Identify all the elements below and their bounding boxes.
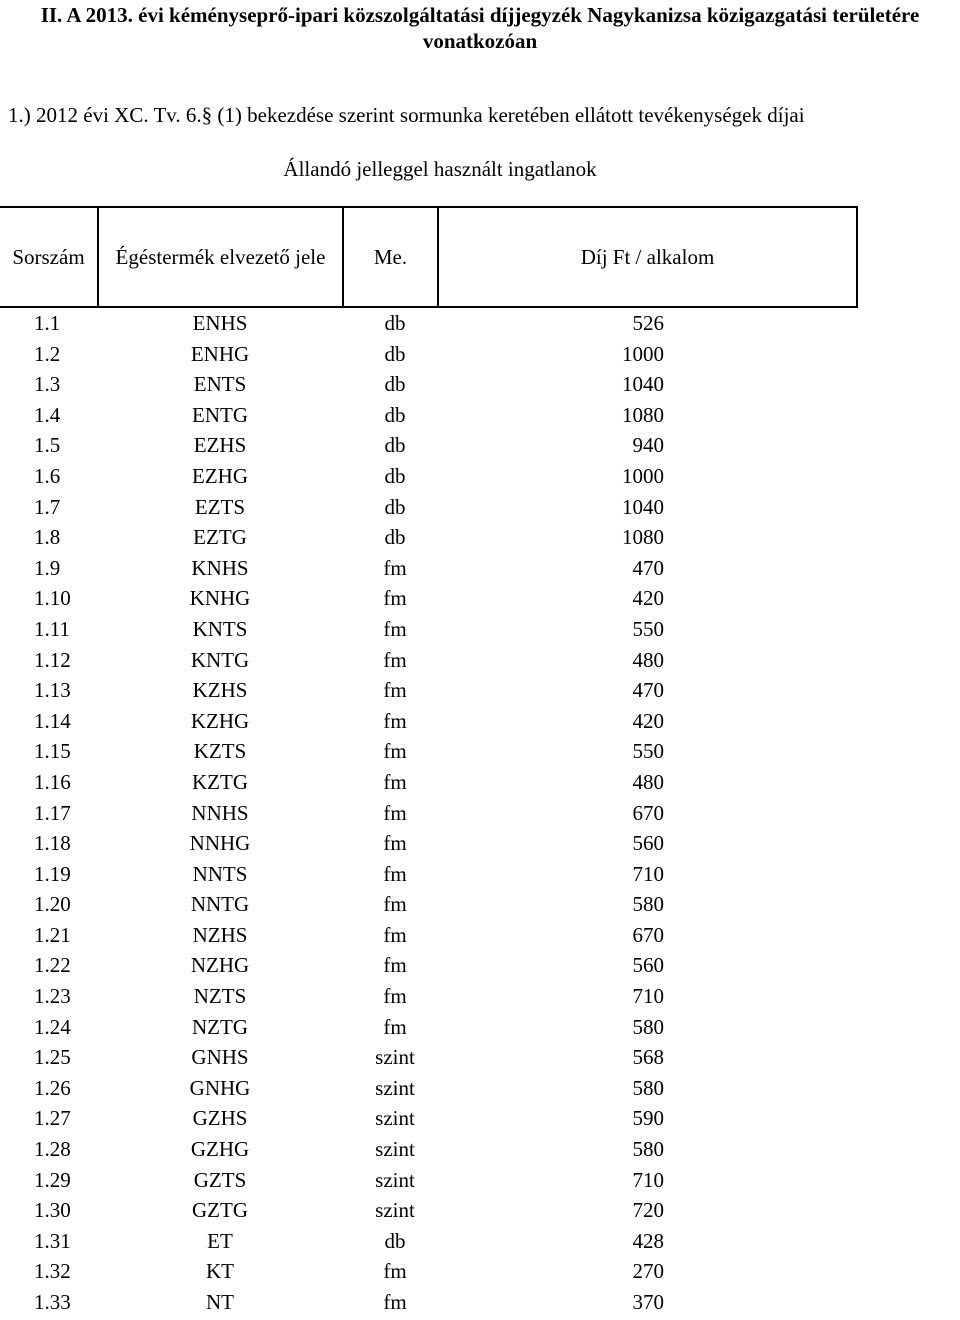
row-code: KNHG (189, 586, 251, 611)
row-number: 1.10 (34, 586, 71, 611)
table-row (0, 553, 960, 584)
row-number: 1.12 (34, 647, 71, 672)
row-code: NT (206, 1290, 234, 1314)
table-body (0, 308, 960, 1318)
row-price: 710 (632, 984, 664, 1009)
row-number: 1.4 (34, 402, 61, 427)
row-number: 1.33 (34, 1290, 71, 1314)
table-row (0, 614, 960, 645)
table-row (0, 583, 960, 614)
row-price: 480 (632, 769, 664, 794)
row-price: 670 (632, 800, 664, 825)
row-price: 1000 (622, 463, 664, 488)
row-price: 580 (632, 892, 664, 917)
row-number: 1.3 (34, 372, 61, 397)
row-number: 1.8 (34, 525, 61, 550)
row-price: 580 (632, 1014, 664, 1039)
row-code: GNHG (189, 1075, 251, 1100)
row-price: 560 (632, 953, 664, 978)
table-row (0, 645, 960, 676)
table-row (0, 1226, 960, 1257)
row-number: 1.13 (34, 678, 71, 703)
row-price: 270 (632, 1259, 664, 1284)
row-number: 1.23 (34, 984, 71, 1009)
table-row (0, 339, 960, 370)
row-price: 568 (632, 1045, 664, 1070)
row-code: EZHG (192, 463, 248, 488)
row-price: 550 (632, 739, 664, 764)
table-row (0, 675, 960, 706)
row-number: 1.22 (34, 953, 71, 978)
row-price: 670 (632, 922, 664, 947)
row-number: 1.25 (34, 1045, 71, 1070)
row-unit: szint (375, 1167, 415, 1192)
table-row (0, 1042, 960, 1073)
row-code: NZHS (192, 922, 248, 947)
row-price: 480 (632, 647, 664, 672)
table-row (0, 430, 960, 461)
document-title: II. A 2013. évi kéményseprő-ipari közszolgáltatási díjjegyzék Nagykanizsa közigazgatási területére vonatkozóan (40, 3, 920, 53)
table-header (0, 206, 858, 308)
row-unit: fm (383, 831, 407, 856)
table-row (0, 889, 960, 920)
row-unit: fm (383, 1014, 407, 1039)
table-row (0, 1012, 960, 1043)
row-price: 370 (632, 1290, 664, 1314)
row-unit: fm (383, 678, 407, 703)
table-row (0, 1103, 960, 1134)
row-price: 560 (632, 831, 664, 856)
table-row (0, 522, 960, 553)
table-row (0, 1165, 960, 1196)
table-row (0, 981, 960, 1012)
row-number: 1.6 (34, 463, 61, 488)
row-code: ENHG (190, 341, 250, 366)
table-row (0, 1073, 960, 1104)
row-unit: db (384, 463, 406, 488)
row-code: NNTG (190, 892, 250, 917)
row-code: ENHS (192, 311, 248, 335)
row-price: 470 (632, 678, 664, 703)
row-unit: db (384, 494, 406, 519)
table-row (0, 492, 960, 523)
table-row (0, 400, 960, 431)
table-row (0, 950, 960, 981)
row-number: 1.11 (34, 616, 70, 641)
row-price: 526 (632, 311, 664, 335)
row-code: EZHS (193, 433, 247, 458)
row-code: ET (207, 1228, 233, 1253)
row-price: 1040 (622, 372, 664, 397)
row-unit: fm (383, 1290, 407, 1314)
header-unit: Me. (342, 208, 437, 306)
row-code: NNHG (189, 831, 251, 856)
row-unit: db (384, 311, 406, 335)
row-number: 1.30 (34, 1198, 71, 1223)
row-code: KZHG (190, 708, 250, 733)
row-number: 1.7 (34, 494, 61, 519)
row-number: 1.9 (34, 555, 61, 580)
row-unit: fm (383, 647, 407, 672)
row-number: 1.15 (34, 739, 71, 764)
row-code: ENTS (193, 372, 247, 397)
table-row (0, 767, 960, 798)
row-unit: db (384, 341, 406, 366)
row-unit: db (384, 402, 406, 427)
table-row (0, 1134, 960, 1165)
row-number: 1.1 (34, 311, 61, 335)
table-row (0, 798, 960, 829)
row-unit: db (384, 1228, 406, 1253)
row-price: 428 (632, 1228, 664, 1253)
row-unit: fm (383, 586, 407, 611)
row-number: 1.16 (34, 769, 71, 794)
row-unit: fm (383, 922, 407, 947)
row-price: 710 (632, 861, 664, 886)
row-price: 420 (632, 586, 664, 611)
table-row (0, 461, 960, 492)
row-code: NNTS (192, 861, 248, 886)
row-unit: szint (375, 1106, 415, 1131)
row-unit: db (384, 433, 406, 458)
table-row (0, 828, 960, 859)
row-code: EZTS (194, 494, 246, 519)
row-code: NZTS (193, 984, 247, 1009)
row-price: 550 (632, 616, 664, 641)
row-price: 1000 (622, 341, 664, 366)
row-number: 1.18 (34, 831, 71, 856)
row-price: 580 (632, 1075, 664, 1100)
row-price: 470 (632, 555, 664, 580)
row-number: 1.2 (34, 341, 61, 366)
row-number: 1.14 (34, 708, 71, 733)
header-number: Sorszám (12, 245, 85, 269)
row-number: 1.20 (34, 892, 71, 917)
header-code: Égéstermék elvezető jele (97, 208, 342, 306)
row-unit: fm (383, 555, 407, 580)
row-code: KNTS (192, 616, 248, 641)
row-code: GZHS (192, 1106, 248, 1131)
row-number: 1.5 (34, 433, 61, 458)
table-row (0, 736, 960, 767)
table-row (0, 859, 960, 890)
row-unit: fm (383, 1259, 407, 1284)
table-row (0, 706, 960, 737)
table-row (0, 1195, 960, 1226)
row-unit: fm (383, 739, 407, 764)
row-number: 1.31 (34, 1228, 71, 1253)
row-price: 1080 (622, 402, 664, 427)
row-unit: fm (383, 769, 407, 794)
table-row (0, 308, 960, 339)
row-unit: fm (383, 892, 407, 917)
row-price: 580 (632, 1137, 664, 1162)
row-price: 1040 (622, 494, 664, 519)
table-row (0, 1256, 960, 1287)
row-unit: szint (375, 1137, 415, 1162)
table-row (0, 920, 960, 951)
row-price: 1080 (622, 525, 664, 550)
row-code: KNTG (190, 647, 250, 672)
row-number: 1.32 (34, 1259, 71, 1284)
row-code: GZTS (193, 1167, 247, 1192)
row-price: 590 (632, 1106, 664, 1131)
row-code: KNHS (191, 555, 249, 580)
row-number: 1.19 (34, 861, 71, 886)
row-unit: fm (383, 953, 407, 978)
row-number: 1.17 (34, 800, 71, 825)
row-unit: fm (383, 616, 407, 641)
row-price: 940 (632, 433, 664, 458)
row-unit: szint (375, 1045, 415, 1070)
row-code: ENTG (192, 402, 248, 427)
row-code: GZHG (190, 1137, 250, 1162)
row-code: KT (206, 1259, 234, 1284)
row-price: 420 (632, 708, 664, 733)
row-price: 710 (632, 1167, 664, 1192)
row-unit: fm (383, 800, 407, 825)
row-unit: szint (375, 1198, 415, 1223)
row-code: GNHS (191, 1045, 249, 1070)
row-number: 1.28 (34, 1137, 71, 1162)
row-code: KZHS (192, 678, 248, 703)
row-number: 1.24 (34, 1014, 71, 1039)
row-unit: fm (383, 708, 407, 733)
row-number: 1.21 (34, 922, 71, 947)
row-code: NNHS (191, 800, 249, 825)
row-number: 1.27 (34, 1106, 71, 1131)
section-heading: 1.) 2012 évi XC. Tv. 6.§ (1) bekezdése szerint sormunka keretében ellátott tevékenységek díjai (8, 103, 805, 127)
row-code: GZTG (192, 1198, 248, 1223)
row-number: 1.29 (34, 1167, 71, 1192)
row-unit: szint (375, 1075, 415, 1100)
row-code: KZTS (193, 739, 247, 764)
row-unit: fm (383, 861, 407, 886)
row-number: 1.26 (34, 1075, 71, 1100)
row-code: NZTG (192, 1014, 248, 1039)
table-subtitle: Állandó jelleggel használt ingatlanok (283, 157, 597, 181)
row-code: KZTG (192, 769, 248, 794)
row-code: NZHG (190, 953, 250, 978)
row-code: EZTG (193, 525, 247, 550)
row-unit: db (384, 372, 406, 397)
row-price: 720 (632, 1198, 664, 1223)
row-unit: db (384, 525, 406, 550)
header-price: Díj Ft / alkalom (437, 208, 856, 306)
table-row (0, 1287, 960, 1318)
row-unit: fm (383, 984, 407, 1009)
table-row (0, 369, 960, 400)
